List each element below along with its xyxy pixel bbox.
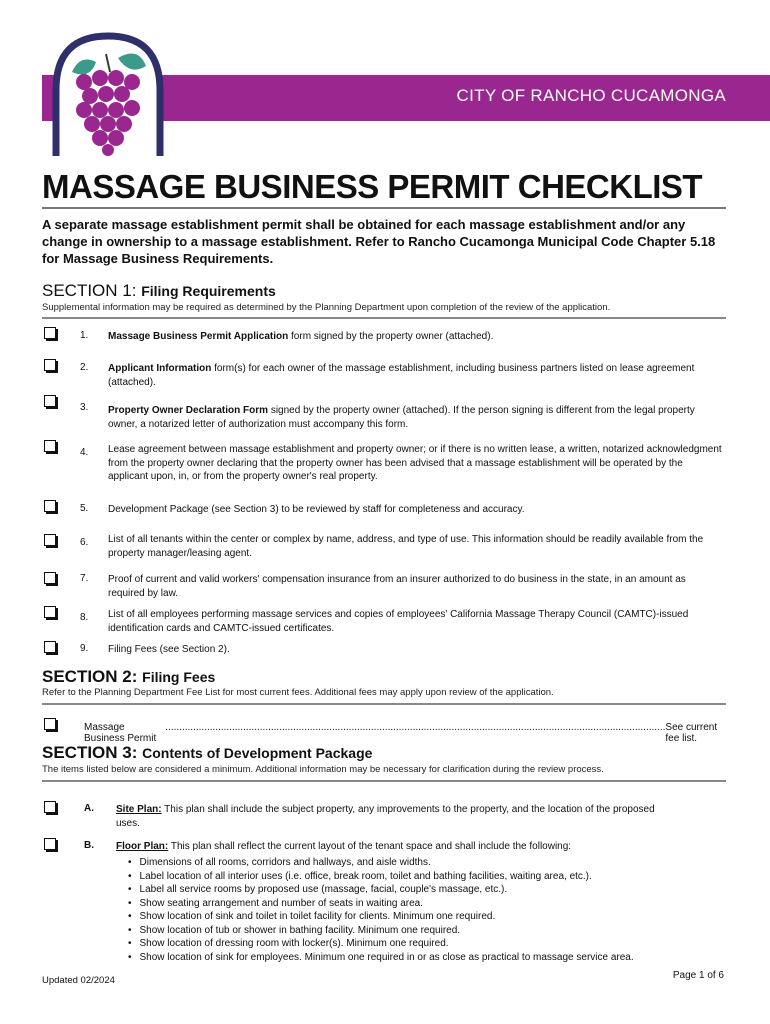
section1-item-text [108, 443, 724, 484]
section1-item-description: List of all tenants within the center or complex by name, address, and type of use. This information should be readily available from the property manager/leasing agent. [108, 534, 704, 559]
section3-item-checkbox[interactable] [44, 838, 56, 850]
section1-item-checkbox[interactable] [44, 534, 56, 546]
floor-plan-requirement [128, 910, 634, 924]
floor-plan-requirement-text: Dimensions of all rooms, corridors and hallways, and aisle widths. [139, 857, 431, 868]
floor-plan-requirement-text: Show location of tub or shower in bathing facility. Minimum one required. [139, 924, 461, 936]
floor-plan-requirement-text: Show location of sink and toilet in toilet facility for clients. Minimum one required. [139, 911, 496, 922]
section1-item-checkbox[interactable] [44, 359, 56, 371]
section1-item-checkbox[interactable] [44, 395, 56, 407]
section1-item-text [108, 643, 724, 657]
section3-item-text [116, 840, 676, 854]
floor-plan-requirement [128, 951, 634, 965]
city-logo-grapes-icon [50, 32, 166, 156]
section1-item-title: Massage Business Permit Application [108, 331, 289, 342]
section2-divider [42, 703, 726, 705]
section1-item-checkbox[interactable] [44, 440, 56, 452]
section2-label: SECTION 2: [42, 667, 138, 686]
section2-note: Refer to the Planning Department Fee List for most current fees. Additional fees may apply upon review of the application. [42, 687, 554, 698]
fee-leader-dots: .................................................................................................................................................................................... [165, 722, 666, 733]
section1-item-title: Applicant Information [108, 363, 212, 374]
title-divider [42, 207, 726, 209]
section1-heading [42, 281, 276, 301]
section1-title: Filing Requirements [141, 283, 276, 299]
section1-item-checkbox[interactable] [44, 572, 56, 584]
section3-item-checkbox[interactable] [44, 801, 56, 813]
section3-note: The items listed below are considered a minimum. Additional information may be necessary for clarification during the review process. [42, 764, 604, 775]
section1-item-number: 9. [80, 643, 89, 654]
section1-item-description: Filing Fees (see Section 2). [108, 644, 230, 655]
section1-item-checkbox[interactable] [44, 606, 56, 618]
fee-line [84, 722, 726, 744]
page-title: MASSAGE BUSINESS PERMIT CHECKLIST [42, 168, 703, 205]
section1-item-number: 3. [80, 402, 89, 413]
section1-item-title: Property Owner Declaration Form [108, 405, 269, 416]
floor-plan-requirement [128, 924, 634, 938]
city-name: CITY OF RANCHO CUCAMONGA [456, 86, 726, 105]
section1-item-text [108, 503, 724, 517]
section1-item-text [108, 573, 724, 600]
floor-plan-requirement [128, 856, 634, 870]
section1-item-checkbox[interactable] [44, 327, 56, 339]
fee-value: See current fee list. [665, 722, 718, 744]
floor-plan-requirement [128, 883, 634, 897]
section3-item-text [116, 803, 676, 830]
updated-date: Updated 02/2024 [42, 975, 115, 986]
floor-plan-requirement [128, 870, 634, 884]
floor-plan-requirement-text: Show seating arrangement and number of seats in waiting area. [139, 897, 424, 909]
section2-heading [42, 667, 215, 687]
section3-item-description: This plan shall reflect the current layout of the tenant space and shall include the following: [168, 841, 572, 852]
section3-heading [42, 743, 372, 763]
floor-plan-requirement-text: Label all service rooms by proposed use (massage, facial, couple's massage, etc.). [139, 884, 508, 895]
fee-checkbox[interactable] [44, 718, 56, 730]
section1-label: SECTION 1: [42, 281, 137, 300]
floor-plan-requirement-text: Show location of dressing room with locker(s). Minimum one required. [139, 938, 449, 949]
section1-item-description: form signed by the property owner (attached). [288, 331, 494, 342]
section1-item-description: Lease agreement between massage establishment and property owner; or if there is no written lease, a written, notarized acknowledgment from the property owner declaring that the property owner has been advised that a massage establishment will be operated by the applicant upon, in, or from the property owner's real property. [108, 444, 722, 482]
section1-divider [42, 317, 726, 319]
section1-item-checkbox[interactable] [44, 641, 56, 653]
section1-item-description: Development Package (see Section 3) to be reviewed by staff for completeness and accuracy. [108, 504, 525, 515]
section3-item-title: Floor Plan: [116, 841, 169, 852]
floor-plan-requirement [128, 937, 634, 951]
section3-label: SECTION 3: [42, 743, 138, 762]
floor-plan-requirement-text: Label location of all interior uses (i.e. office, break room, toilet and bathing facilities, waiting area, etc.). [139, 870, 592, 882]
section1-item-description: signed by the property owner (attached). If the person signing is different from the legal property owner, a notarized letter of authorization must accompany this form. [108, 405, 695, 430]
section3-item-letter: B. [84, 840, 94, 851]
section1-item-number: 6. [80, 537, 89, 548]
section1-item-text [108, 608, 724, 635]
section1-item-text [108, 330, 724, 344]
intro-paragraph: A separate massage establishment permit shall be obtained for each massage establishment and/or any change in ownership to a massage establishment. Refer to Rancho Cucamonga Municipal Code Chapter 5.18 for Massage Business Requirements. [42, 217, 716, 266]
section1-item-description: List of all employees performing massage services and copies of employees' California Massage Therapy Council (CAMTC)-issued identification cards and CAMTC-issued certificates. [108, 609, 689, 634]
section1-item-text [108, 404, 724, 431]
section1-note: Supplemental information may be required as determined by the Planning Department upon completion of the review of the application. [42, 302, 611, 313]
section2-title: Filing Fees [142, 669, 216, 685]
section1-item-number: 2. [80, 362, 89, 373]
section3-divider [42, 780, 726, 782]
section1-item-text [108, 533, 724, 560]
section3-item-description: This plan shall include the subject property, any improvements to the property, and the location of the proposed uses. [116, 804, 655, 829]
section1-item-text [108, 362, 724, 389]
section3-item-title: Site Plan: [116, 804, 162, 815]
fee-item-label: Massage Business Permit [84, 722, 157, 744]
section1-item-checkbox[interactable] [44, 500, 56, 512]
section3-title: Contents of Development Package [142, 745, 373, 761]
floor-plan-requirement [128, 897, 634, 911]
section1-item-number: 7. [80, 573, 89, 584]
page-number: Page 1 of 6 [672, 970, 724, 981]
section1-item-number: 1. [80, 330, 89, 341]
section1-item-number: 5. [80, 503, 89, 514]
section3-item-letter: A. [84, 803, 94, 814]
section1-item-description: form(s) for each owner of the massage establishment, including business partners listed on lease agreement (attached). [108, 363, 695, 388]
section1-item-number: 4. [80, 447, 89, 458]
section1-item-number: 8. [80, 612, 89, 623]
floor-plan-requirements-list [128, 856, 634, 964]
section1-item-description: Proof of current and valid workers' compensation insurance from an insurer authorized to do business in the state, in an amount as required by law. [108, 574, 686, 599]
floor-plan-requirement-text: Show location of sink for employees. Minimum one required in or as close as practical to massage service area. [139, 951, 634, 963]
